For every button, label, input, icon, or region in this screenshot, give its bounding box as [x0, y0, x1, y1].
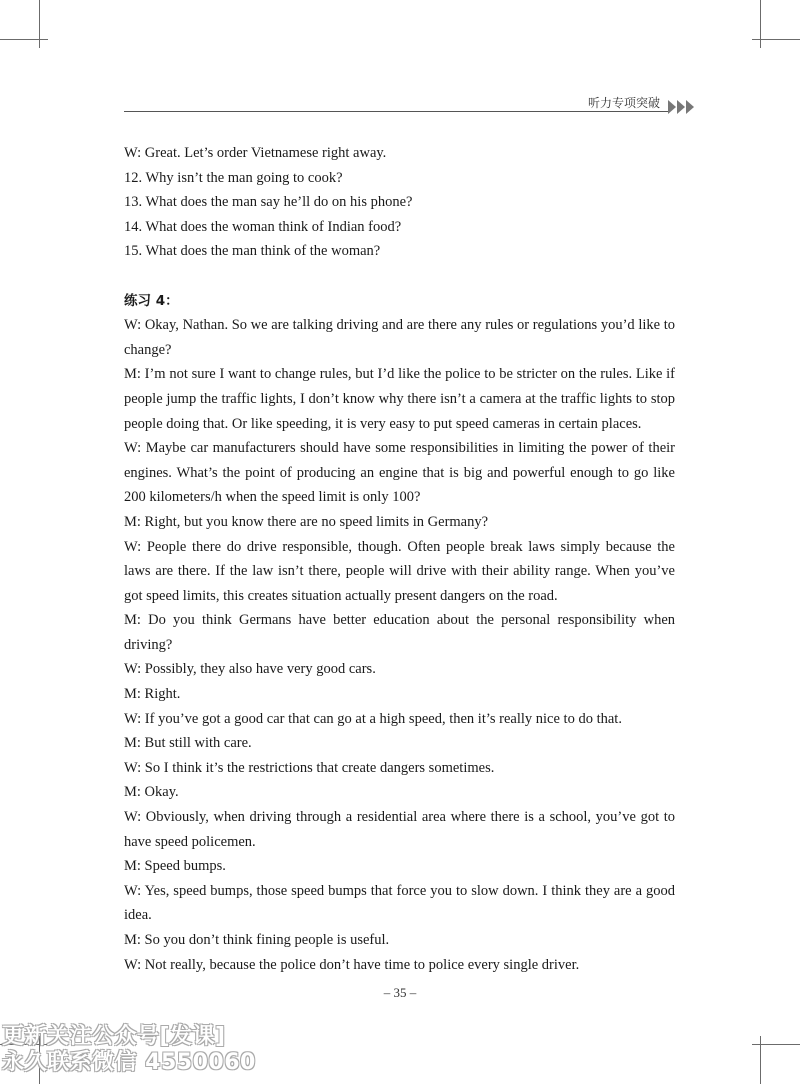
- question-12: 12. Why isn’t the man going to cook?: [124, 169, 343, 186]
- section-title: 练习 4：: [124, 292, 179, 309]
- page-number: – 35 –: [383, 985, 417, 1000]
- paragraph-gap: [124, 264, 675, 289]
- dialogue-line: M: But still with care.: [124, 735, 252, 752]
- dialogue-line: W: Great. Let’s order Vietnamese right away.: [124, 145, 387, 161]
- crop-mark-top-right-v: [760, 0, 761, 48]
- question-13: 13. What does the man say he’ll do on his phone?: [124, 194, 413, 211]
- question-14: 14. What does the woman think of Indian food?: [124, 218, 402, 235]
- crop-mark-top-left-v: [39, 0, 40, 48]
- watermark-line-1: 更新关注公众号[发课]: [2, 1024, 226, 1049]
- running-header-title: 听力专项突破: [587, 96, 660, 110]
- dialogue-line: M: So you don’t think fining people is useful.: [124, 932, 390, 948]
- question-15: 15. What does the man think of the woman?: [124, 243, 381, 260]
- dialogue-line: W: Obviously, when driving through a residential area where there is a school, you’ve got to have speed policemen.: [124, 809, 675, 850]
- watermark-line-2: 永久联系微信 4550060: [2, 1050, 256, 1075]
- crop-mark-top-left-h: [0, 39, 48, 40]
- page-content: [124, 141, 675, 977]
- dialogue-line: M: Okay.: [124, 784, 179, 801]
- dialogue-line: W: If you’ve got a good car that can go at a high speed, then it’s really nice to do that.: [124, 710, 622, 727]
- dialogue-line: M: Right, but you know there are no speed limits in Germany?: [124, 513, 489, 530]
- triple-arrow-icon: [668, 100, 695, 114]
- dialogue-line: W: Not really, because the police don’t have time to police every single driver.: [124, 956, 580, 973]
- dialogue-line: M: Do you think Germans have better education about the personal responsibility when driving?: [124, 612, 675, 653]
- dialogue-line: W: So I think it’s the restrictions that create dangers sometimes.: [124, 759, 495, 776]
- dialogue-line: W: Possibly, they also have very good cars.: [124, 661, 376, 678]
- dialogue-line: W: Yes, speed bumps, those speed bumps that force you to slow down. I think they are a good idea.: [124, 882, 675, 924]
- dialogue-line: M: Speed bumps.: [124, 858, 226, 875]
- crop-mark-bottom-right-h: [752, 1044, 800, 1045]
- header-rule: [124, 111, 669, 112]
- dialogue-line: W: Okay, Nathan. So we are talking driving and are there any rules or regulations you’d like to change?: [124, 317, 675, 358]
- crop-mark-top-right-h: [752, 39, 800, 40]
- dialogue-line: W: People there do drive responsible, though. Often people break laws simply because the laws are there. If the law isn’t there, people will drive with their ability range. When you’ve got speed limits, this creates situation actually present dangers on the road.: [124, 538, 675, 604]
- watermark: [2, 1024, 302, 1076]
- dialogue-line: W: Maybe car manufacturers should have some responsibilities in limiting the power of their engines. What’s the point of producing an engine that is big and powerful enough to go like 200 kilometers/h when the speed limit is only 100?: [124, 440, 675, 506]
- dialogue-line: M: I’m not sure I want to change rules, but I’d like the police to be stricter on the rules. Like if people jump the traffic lights, I don’t know why there isn’t a camera at the traffic lights to stop people doing that. Or like speeding, it is very easy to put speed cameras in certain places.: [124, 366, 675, 432]
- dialogue-line: M: Right.: [124, 686, 181, 703]
